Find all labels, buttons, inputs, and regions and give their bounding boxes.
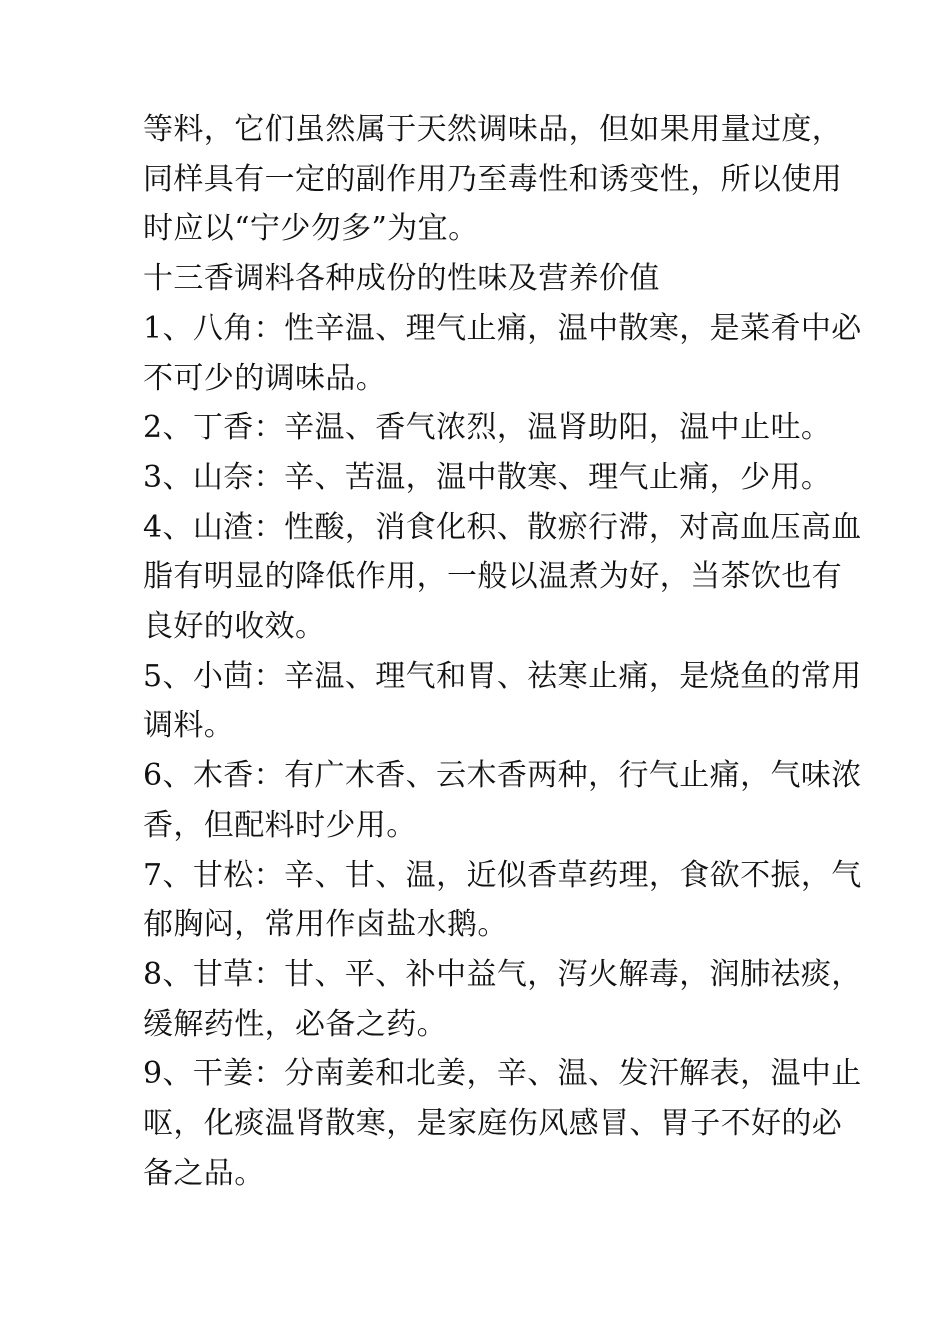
text-line: 备之品。 — [143, 1155, 265, 1191]
text-line: 缓解药性，必备之药。 — [143, 1006, 447, 1042]
text-line: 7、甘松：辛、甘、温，近似香草药理，食欲不振，气 — [143, 857, 862, 893]
text-line: 郁胸闷，常用作卤盐水鹅。 — [143, 907, 508, 943]
text-line: 5、小茴：辛温、理气和胃、祛寒止痛，是烧鱼的常用 — [143, 658, 862, 694]
text-line: 时应以“宁少勿多”为宜。 — [143, 211, 479, 247]
text-line: 不可少的调味品。 — [143, 360, 387, 396]
text-line: 脂有明显的降低作用，一般以温煮为好，当茶饮也有 — [143, 559, 843, 595]
text-line: 香，但配料时少用。 — [143, 807, 417, 843]
text-line: 4、山渣：性酸，消食化积、散瘀行滞，对高血压高血 — [143, 509, 862, 545]
document-body — [143, 105, 862, 1198]
text-line: 1、八角：性辛温、理气止痛，温中散寒，是菜肴中必 — [143, 310, 862, 346]
text-line: 良好的收效。 — [143, 609, 326, 645]
section-heading: 十三香调料各种成份的性味及营养价值 — [143, 261, 660, 297]
text-line: 2、丁香：辛温、香气浓烈，温肾助阳，温中止吐。 — [143, 410, 832, 446]
text-line: 调料。 — [143, 708, 235, 744]
text-line: 等料，它们虽然属于天然调味品，但如果用量过度， — [143, 112, 843, 147]
text-line: 8、甘草：甘、平、补中益气，泻火解毒，润肺祛痰， — [143, 956, 862, 992]
text-line: 9、干姜：分南姜和北姜，辛、温、发汗解表，温中止 — [143, 1056, 862, 1092]
text-line: 同样具有一定的副作用乃至毒性和诱变性，所以使用 — [143, 161, 843, 197]
text-line: 3、山奈：辛、苦温，温中散寒、理气止痛，少用。 — [143, 459, 832, 495]
text-line: 6、木香：有广木香、云木香两种，行气止痛，气味浓 — [143, 758, 862, 794]
text-line: 呕，化痰温肾散寒，是家庭伤风感冒、胃子不好的必 — [143, 1106, 843, 1142]
